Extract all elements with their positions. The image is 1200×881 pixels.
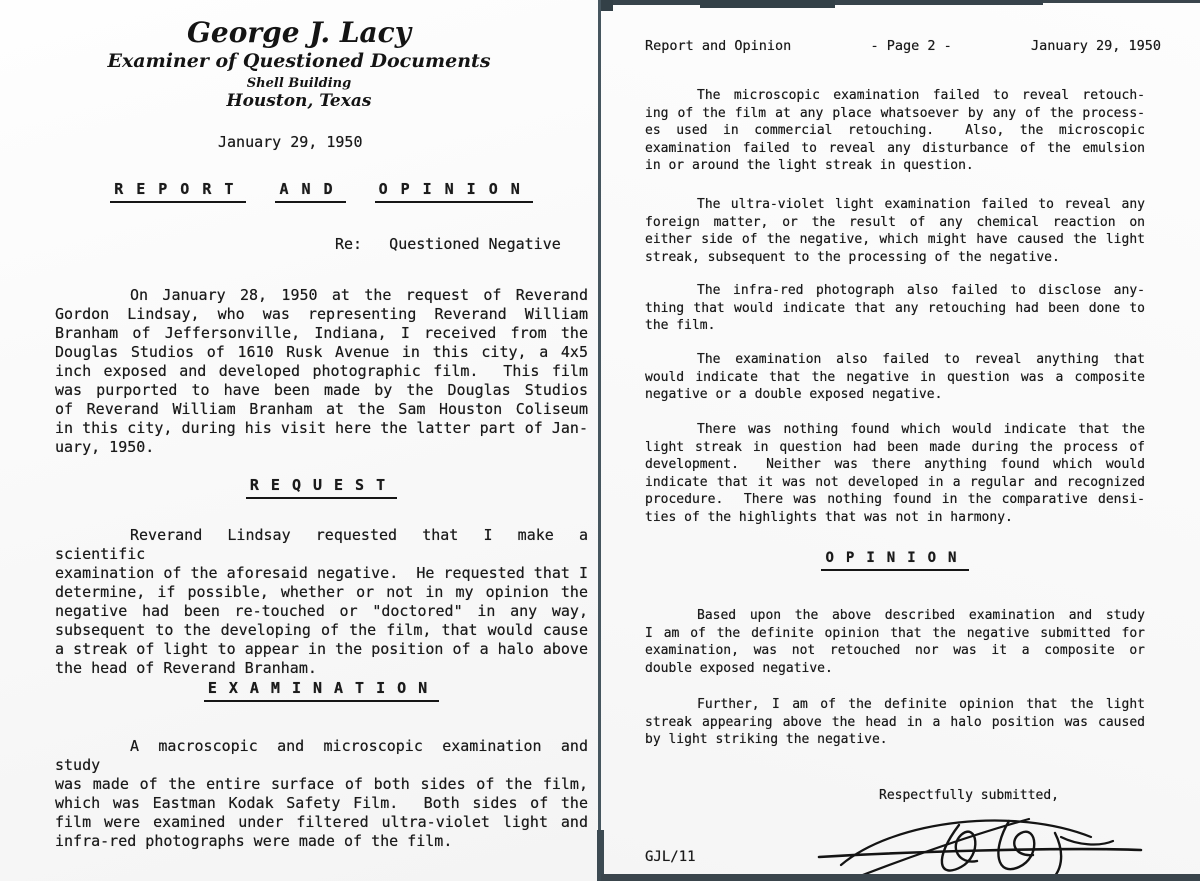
intro-paragraph: On January 28, 1950 at the request of Reverand Gordon Lindsay, who was representing Reverand William Branham of Jeffersonville, Indiana, I received from the Douglas Studios of 1610 Rusk Avenue in this city, a 4x5 inch exposed and developed photographic film. This film was purported to have been made by the Douglas Studios of Reverand William Branham at the Sam Houston Coliseum in this city, during his visit here the latter part of Jan- uary, 1950. <box>55 286 588 456</box>
letterhead-name: George J. Lacy <box>186 16 411 49</box>
main-heading <box>55 180 588 203</box>
page2-header-pagenum: - Page 2 - <box>870 38 952 54</box>
examination-paragraph: A macroscopic and microscopic examination and study was made of the entire surface of both sides of the film, which was Eastman Kodak Safety Film. Both sides of the film were examined under filtered ultra-violet light and infra-red photographs were made of the film. <box>55 737 598 850</box>
examination-heading-word: EXAMINATION <box>204 679 439 702</box>
page-seam-divider <box>598 0 601 881</box>
request-heading <box>55 476 588 499</box>
page-2 <box>601 0 1200 881</box>
re-subject-line: Re: Questioned Negative <box>335 235 561 253</box>
paragraph-development: There was nothing found which would indicate that the light streak in question had been made during the process of development. Neither was there anything found which would indicate that it was not developed in a regular and recognized procedure. There was nothing found in the comparative densi- ties of the highlights that was not in harmony. <box>645 422 1145 525</box>
examination-heading <box>55 679 588 702</box>
main-heading-word-report: REPORT <box>110 180 246 203</box>
page2-header-title: Report and Opinion <box>645 38 792 54</box>
opinion-heading-word: OPINION <box>821 550 968 571</box>
scan-edge-fragment <box>700 0 835 8</box>
opinion-paragraph-2: Further, I am of the definite opinion that the light streak appearing above the head in a halo position was caused by light striking the negative. <box>645 697 1145 747</box>
paragraph-infrared: The infra-red photograph also failed to disclose any- thing that would indicate that any retouching had been done to the film. <box>645 283 1145 333</box>
letterhead-city: Houston, Texas <box>226 91 372 111</box>
letterhead-title: Examiner of Questioned Documents <box>107 50 491 72</box>
opinion-heading <box>645 550 1145 571</box>
page-1 <box>0 0 598 881</box>
paragraph-ultraviolet: The ultra-violet light examination failed to reveal any foreign matter, or the result of any chemical reaction on either side of the negative, which might have caused the light streak, subsequent to the processing of the negative. <box>645 197 1145 265</box>
date-line: January 29, 1950 <box>218 133 363 151</box>
scan-edge-bottom <box>601 874 1200 881</box>
main-heading-word-and: AND <box>275 180 345 203</box>
paragraph-composite: The examination also failed to reveal anything that would indicate that the negative in question was a composite negative or a double exposed negative. <box>645 352 1145 402</box>
page2-header <box>645 38 1161 54</box>
typist-initials: GJL/11 <box>645 849 696 865</box>
closing-line: Respectfully submitted, <box>879 788 1060 803</box>
page2-header-date: January 29, 1950 <box>1030 38 1161 54</box>
letterhead-building: Shell Building <box>246 76 352 91</box>
signature-scribble <box>811 795 1151 881</box>
opinion-paragraph-1: Based upon the above described examination and study I am of the definite opinion that the negative submitted for examination, was not retouched nor was it a composite or double exposed negative. <box>645 608 1145 676</box>
request-heading-word: REQUEST <box>246 476 397 499</box>
scan-edge-fragment <box>601 0 613 11</box>
request-paragraph: Reverand Lindsay requested that I make a scientific examination of the aforesaid negative. He requested that I determine, if possible, whether or not in my opinion the negative had been re-touched or "doctored" in any way, subsequent to the developing of the film, that would cause a streak of light to appear in the position of a halo above the head of Reverand Branham. <box>55 526 598 677</box>
main-heading-word-opinion: OPINION <box>375 180 533 203</box>
paragraph-microscopic: The microscopic examination failed to reveal retouch- ing of the film at any place whatsoever by any of the process- es used in commercial retouching. Also, the microscopic examination failed to reveal any disturbance of the emulsion in or around the light streak in question. <box>645 88 1145 173</box>
